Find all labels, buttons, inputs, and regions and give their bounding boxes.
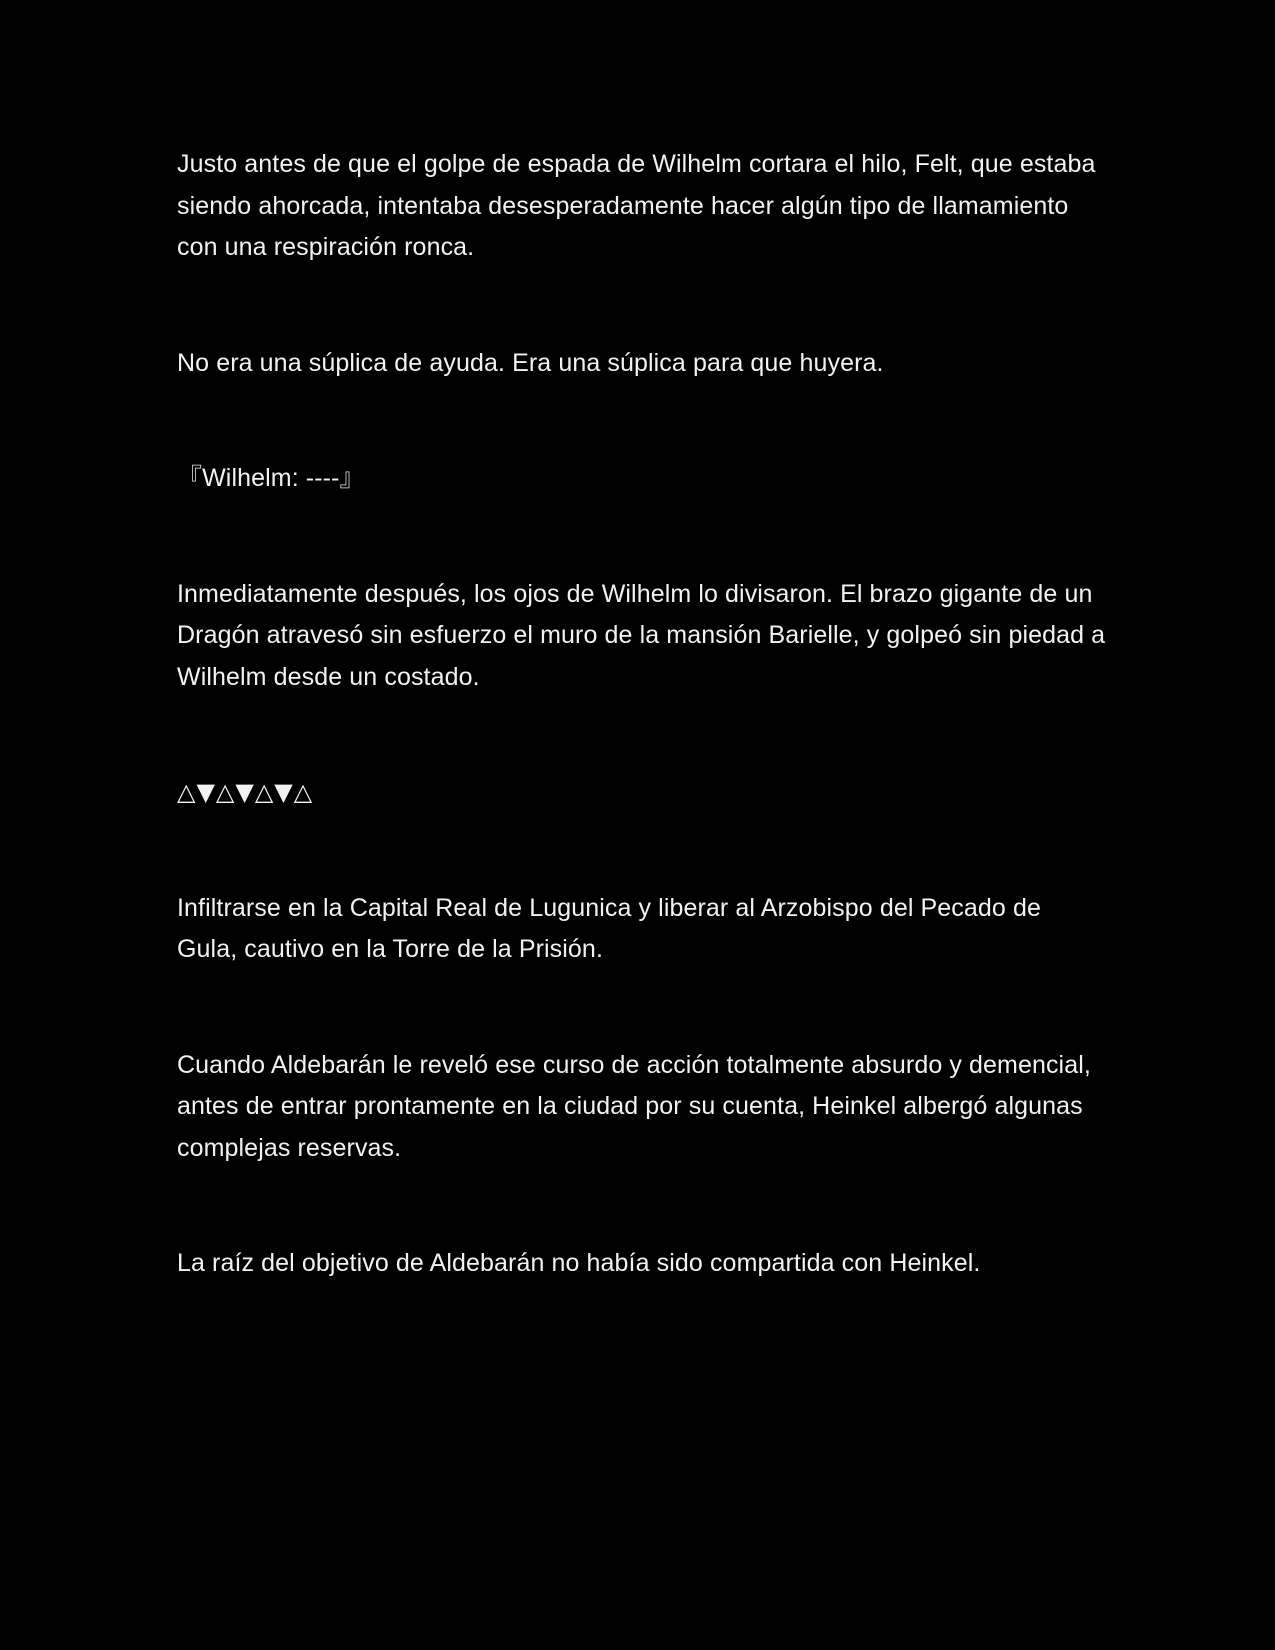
- paragraph-3: Inmediatamente después, los ojos de Wilhelm lo divisaron. El brazo gigante de un Dragón atravesó sin esfuerzo el muro de la mansión Barielle, y golpeó sin piedad a Wilhelm desde un costado.: [177, 579, 1106, 691]
- paragraph-4: Infiltrarse en la Capital Real de Lugunica y liberar al Arzobispo del Pecado de Gula, cautivo en la Torre de la Prisión.: [177, 893, 1041, 963]
- paragraph-5: Cuando Aldebarán le reveló ese curso de acción totalmente absurdo y demencial, antes de entrar prontamente en la ciudad por su cuenta, Heinkel albergó algunas complejas reservas.: [177, 1050, 1091, 1162]
- paragraph-1: Justo antes de que el golpe de espada de Wilhelm cortara el hilo, Felt, que estaba siendo ahorcada, intentaba desesperadamente hacer algún tipo de llamamiento con una respiración ronca.: [177, 150, 1096, 261]
- paragraph-6: La raíz del objetivo de Aldebarán no había sido compartida con Heinkel.: [177, 1249, 981, 1277]
- scene-separator: △▼△▼△▼△: [177, 778, 314, 806]
- dialogue-line: 『Wilhelm: ----』: [177, 464, 365, 492]
- document-body: [177, 144, 1107, 1285]
- paragraph-2: No era una súplica de ayuda. Era una súplica para que huyera.: [177, 348, 884, 377]
